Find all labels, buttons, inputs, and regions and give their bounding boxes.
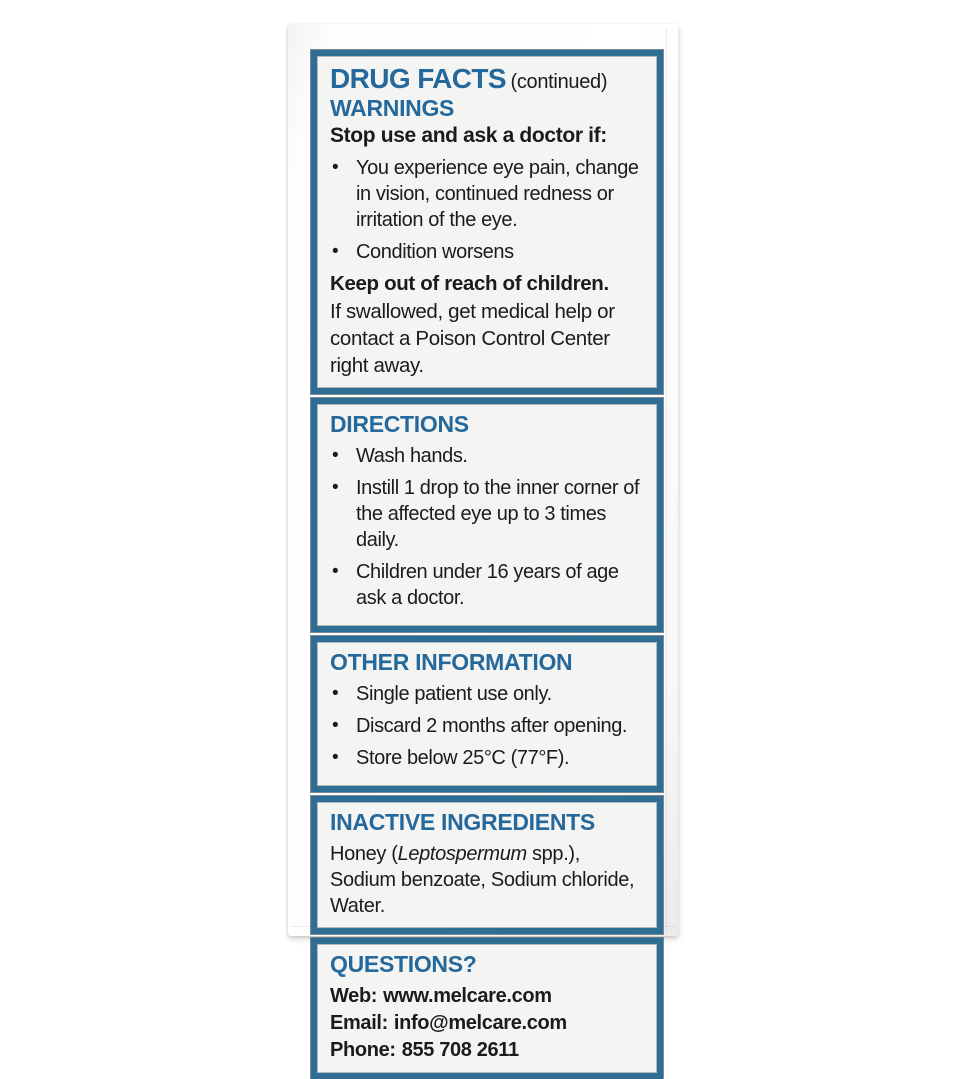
contact-web-value: www.melcare.com	[383, 985, 552, 1007]
warnings-bullet-2	[330, 239, 648, 265]
bullet-icon: •	[332, 561, 339, 582]
warnings-bullet-2-text: Condition worsens	[356, 241, 514, 263]
other-info-bullet-1	[330, 681, 648, 707]
contact-email	[330, 1010, 648, 1037]
drug-facts-title	[330, 63, 648, 95]
warnings-subheading: Stop use and ask a doctor if:	[330, 124, 607, 147]
directions-bullet-3	[330, 559, 648, 611]
directions-bullet-2-text: Instill 1 drop to the inner corner of the affected eye up to 3 times daily.	[356, 477, 640, 551]
directions-bullet-3-text: Children under 16 years of age ask a doctor.	[356, 561, 619, 609]
bullet-icon: •	[332, 715, 339, 736]
bullet-icon: •	[332, 241, 339, 262]
questions-heading: QUESTIONS?	[330, 951, 477, 977]
package-box	[288, 24, 678, 1061]
other-info-bullet-2-text: Discard 2 months after opening.	[356, 715, 628, 737]
drug-facts-title-main: DRUG FACTS	[330, 63, 507, 94]
bullet-icon: •	[332, 477, 339, 498]
warnings-bullet-1	[330, 155, 648, 233]
warnings-bullet-1-text: You experience eye pain, change in vision, continued redness or irritation of the eye.	[356, 157, 639, 231]
contact-phone-label: Phone:	[330, 1039, 396, 1061]
other-info-bullet-3-text: Store below 25°C (77°F).	[356, 747, 570, 769]
directions-bullet-2	[330, 475, 648, 553]
drug-facts-panel	[311, 50, 663, 1079]
bullet-icon: •	[332, 445, 339, 466]
inactive-ingredients-text	[330, 841, 648, 919]
section-questions	[311, 938, 663, 1079]
contact-phone	[330, 1037, 648, 1064]
bullet-icon: •	[332, 747, 339, 768]
contact-email-label: Email:	[330, 1012, 388, 1034]
warnings-keep-out-note: Keep out of reach of children.	[330, 272, 609, 295]
bullet-icon: •	[332, 683, 339, 704]
ingredients-species-italic: Leptospermum	[397, 843, 527, 865]
inactive-ingredients-heading: INACTIVE INGREDIENTS	[330, 809, 595, 835]
contact-phone-value: 855 708 2611	[401, 1039, 519, 1061]
section-other-information	[311, 636, 663, 792]
other-info-bullet-1-text: Single patient use only.	[356, 683, 552, 705]
section-warnings	[311, 50, 663, 394]
drug-facts-title-continued: (continued)	[510, 71, 608, 93]
section-inactive-ingredients	[311, 796, 663, 934]
other-information-heading: OTHER INFORMATION	[330, 649, 573, 675]
contact-web	[330, 983, 648, 1010]
directions-bullet-1	[330, 443, 648, 469]
ingredients-part-before: Honey (	[330, 843, 398, 865]
section-directions	[311, 398, 663, 632]
other-info-bullet-3	[330, 745, 648, 771]
bullet-icon: •	[332, 157, 339, 178]
directions-bullet-1-text: Wash hands.	[356, 445, 468, 467]
warnings-swallowed-note: If swallowed, get medical help or contact a Poison Control Center right away.	[330, 300, 615, 377]
directions-heading: DIRECTIONS	[330, 411, 469, 437]
warnings-heading: WARNINGS	[330, 95, 455, 121]
other-info-bullet-2	[330, 713, 648, 739]
ingredients-part-after: spp.), Sodium benzoate, Sodium chloride, Water.	[330, 843, 635, 917]
contact-web-label: Web:	[330, 985, 378, 1007]
contact-email-value: info@melcare.com	[393, 1012, 567, 1034]
